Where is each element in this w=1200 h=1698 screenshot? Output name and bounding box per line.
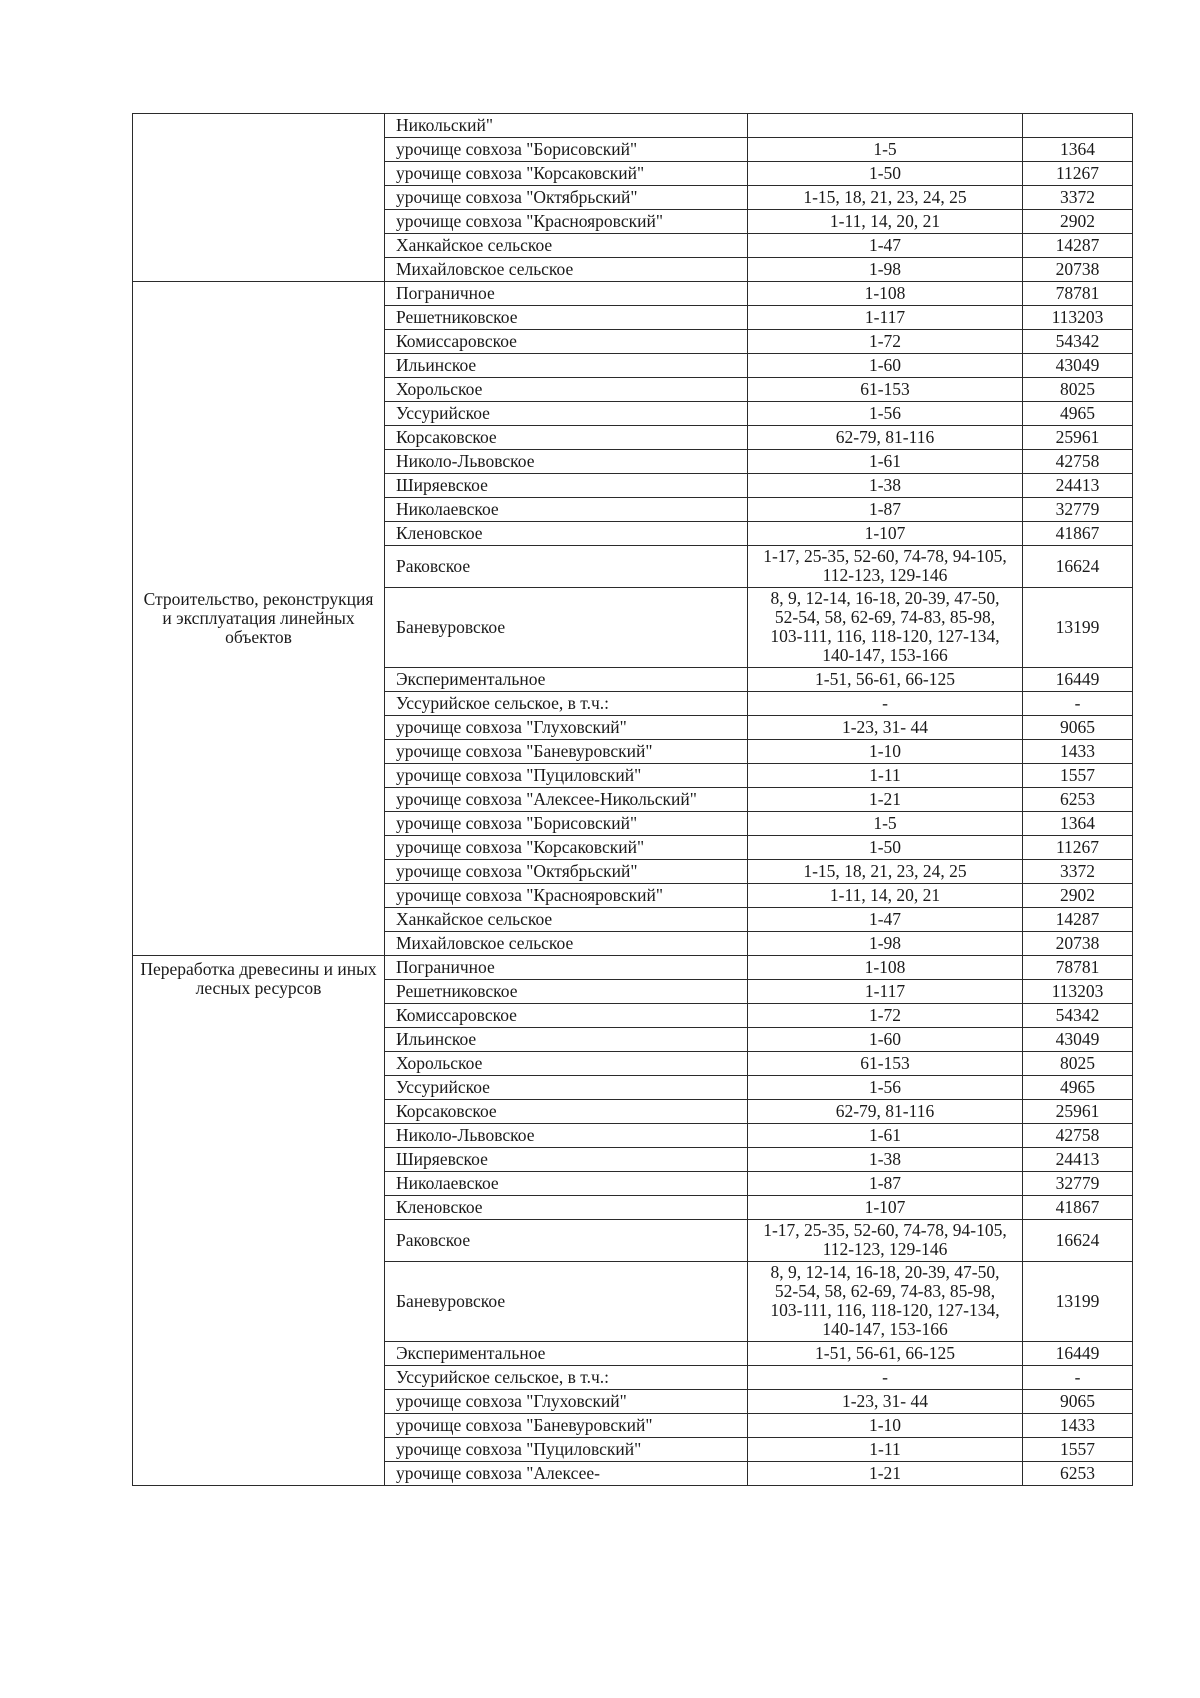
district-name-cell: Кленовское — [385, 522, 748, 546]
area-cell: 43049 — [1023, 354, 1133, 378]
quarter-numbers-cell: 1-60 — [748, 354, 1023, 378]
quarter-numbers-cell: 1-72 — [748, 1004, 1023, 1028]
district-name-cell: Корсаковское — [385, 426, 748, 450]
area-cell: 25961 — [1023, 1100, 1133, 1124]
area-cell: 8025 — [1023, 378, 1133, 402]
table-row — [133, 114, 1133, 138]
district-name-cell: урочище совхоза "Алексее- — [385, 1462, 748, 1486]
area-cell: 1364 — [1023, 812, 1133, 836]
district-name-cell: урочище совхоза "Пуциловский" — [385, 764, 748, 788]
district-name-cell: Николаевское — [385, 498, 748, 522]
quarter-numbers-cell: 1-56 — [748, 1076, 1023, 1100]
district-name-cell: Уссурийское — [385, 402, 748, 426]
quarter-numbers-cell: 1-98 — [748, 932, 1023, 956]
area-cell: 54342 — [1023, 1004, 1133, 1028]
quarter-numbers-cell: 1-50 — [748, 162, 1023, 186]
area-cell: 2902 — [1023, 884, 1133, 908]
quarter-numbers-cell: 61-153 — [748, 378, 1023, 402]
quarter-numbers-cell: 1-17, 25-35, 52-60, 74-78, 94-105, 112-123, 129-146 — [748, 1220, 1023, 1262]
area-cell: 32779 — [1023, 498, 1133, 522]
area-cell: 9065 — [1023, 1390, 1133, 1414]
quarter-numbers-cell: 1-51, 56-61, 66-125 — [748, 1342, 1023, 1366]
district-name-cell: Никольский" — [385, 114, 748, 138]
activity-type-cell — [133, 114, 385, 282]
area-cell: 25961 — [1023, 426, 1133, 450]
quarter-numbers-cell: 1-98 — [748, 258, 1023, 282]
area-cell: 78781 — [1023, 282, 1133, 306]
quarter-numbers-cell: 1-11 — [748, 1438, 1023, 1462]
area-cell: 20738 — [1023, 932, 1133, 956]
district-name-cell: Уссурийское сельское, в т.ч.: — [385, 1366, 748, 1390]
area-cell: 11267 — [1023, 162, 1133, 186]
district-name-cell: Раковское — [385, 1220, 748, 1262]
district-name-cell: Николо-Львовское — [385, 1124, 748, 1148]
area-cell: 6253 — [1023, 1462, 1133, 1486]
district-name-cell: Ширяевское — [385, 1148, 748, 1172]
area-cell: 42758 — [1023, 450, 1133, 474]
quarter-numbers-cell: 1-23, 31- 44 — [748, 1390, 1023, 1414]
quarter-numbers-cell: - — [748, 692, 1023, 716]
area-cell: - — [1023, 692, 1133, 716]
district-name-cell: Кленовское — [385, 1196, 748, 1220]
district-name-cell: урочище совхоза "Корсаковский" — [385, 836, 748, 860]
quarter-numbers-cell: 1-61 — [748, 1124, 1023, 1148]
area-cell: 13199 — [1023, 1262, 1133, 1342]
quarter-numbers-cell: 61-153 — [748, 1052, 1023, 1076]
district-name-cell: урочище совхоза "Баневуровский" — [385, 740, 748, 764]
quarter-numbers-cell — [748, 114, 1023, 138]
area-cell: 41867 — [1023, 522, 1133, 546]
area-cell: 78781 — [1023, 956, 1133, 980]
quarter-numbers-cell: 1-21 — [748, 1462, 1023, 1486]
quarter-numbers-cell: 1-11 — [748, 764, 1023, 788]
area-cell: 14287 — [1023, 908, 1133, 932]
district-name-cell: Михайловское сельское — [385, 258, 748, 282]
area-cell: 14287 — [1023, 234, 1133, 258]
area-cell: 16449 — [1023, 668, 1133, 692]
district-name-cell: урочище совхоза "Корсаковский" — [385, 162, 748, 186]
district-name-cell: урочище совхоза "Борисовский" — [385, 138, 748, 162]
area-cell: 1433 — [1023, 1414, 1133, 1438]
district-name-cell: Ильинское — [385, 354, 748, 378]
area-cell: 32779 — [1023, 1172, 1133, 1196]
district-name-cell: урочище совхоза "Краснояровский" — [385, 884, 748, 908]
district-name-cell: урочище совхоза "Борисовский" — [385, 812, 748, 836]
quarter-numbers-cell: 1-117 — [748, 306, 1023, 330]
activity-type-cell: Строительство, реконструкция и эксплуатация линейных объектов — [133, 282, 385, 956]
district-name-cell: урочище совхоза "Октябрьский" — [385, 186, 748, 210]
table-row — [133, 282, 1133, 306]
area-cell: 11267 — [1023, 836, 1133, 860]
area-cell: 3372 — [1023, 186, 1133, 210]
quarter-numbers-cell: 1-21 — [748, 788, 1023, 812]
district-name-cell: Раковское — [385, 546, 748, 588]
area-cell: 16624 — [1023, 546, 1133, 588]
district-name-cell: урочище совхоза "Октябрьский" — [385, 860, 748, 884]
district-name-cell: Ханкайское сельское — [385, 234, 748, 258]
district-name-cell: урочище совхоза "Глуховский" — [385, 1390, 748, 1414]
district-name-cell: урочище совхоза "Глуховский" — [385, 716, 748, 740]
quarter-numbers-cell: 1-10 — [748, 1414, 1023, 1438]
quarter-numbers-cell: 62-79, 81-116 — [748, 1100, 1023, 1124]
quarter-numbers-cell: 1-108 — [748, 282, 1023, 306]
quarter-numbers-cell: 1-5 — [748, 812, 1023, 836]
district-name-cell: Уссурийское сельское, в т.ч.: — [385, 692, 748, 716]
area-cell: 9065 — [1023, 716, 1133, 740]
area-cell: 2902 — [1023, 210, 1133, 234]
quarter-numbers-cell: 1-38 — [748, 1148, 1023, 1172]
quarter-numbers-cell: 1-108 — [748, 956, 1023, 980]
quarter-numbers-cell: 1-38 — [748, 474, 1023, 498]
district-name-cell: Комиссаровское — [385, 1004, 748, 1028]
quarter-numbers-cell: 1-107 — [748, 1196, 1023, 1220]
district-name-cell: Экспериментальное — [385, 668, 748, 692]
area-cell: 1557 — [1023, 1438, 1133, 1462]
quarter-numbers-cell: 1-117 — [748, 980, 1023, 1004]
area-cell: 43049 — [1023, 1028, 1133, 1052]
area-cell: - — [1023, 1366, 1133, 1390]
table-row — [133, 956, 1133, 980]
forest-district-table — [132, 113, 1133, 1486]
quarter-numbers-cell: - — [748, 1366, 1023, 1390]
area-cell: 1557 — [1023, 764, 1133, 788]
quarter-numbers-cell: 8, 9, 12-14, 16-18, 20-39, 47-50, 52-54, 58, 62-69, 74-83, 85-98, 103-111, 116, 118-120, 127-134, 140-147, 153-166 — [748, 588, 1023, 668]
district-name-cell: Пограничное — [385, 282, 748, 306]
table-body — [133, 114, 1133, 1486]
quarter-numbers-cell: 1-11, 14, 20, 21 — [748, 884, 1023, 908]
quarter-numbers-cell: 1-15, 18, 21, 23, 24, 25 — [748, 860, 1023, 884]
area-cell: 20738 — [1023, 258, 1133, 282]
area-cell: 6253 — [1023, 788, 1133, 812]
quarter-numbers-cell: 1-50 — [748, 836, 1023, 860]
quarter-numbers-cell: 1-87 — [748, 1172, 1023, 1196]
quarter-numbers-cell: 1-17, 25-35, 52-60, 74-78, 94-105, 112-123, 129-146 — [748, 546, 1023, 588]
district-name-cell: Хорольское — [385, 378, 748, 402]
district-name-cell: Пограничное — [385, 956, 748, 980]
quarter-numbers-cell: 1-60 — [748, 1028, 1023, 1052]
district-name-cell: Николаевское — [385, 1172, 748, 1196]
quarter-numbers-cell: 8, 9, 12-14, 16-18, 20-39, 47-50, 52-54, 58, 62-69, 74-83, 85-98, 103-111, 116, 118-120, 127-134, 140-147, 153-166 — [748, 1262, 1023, 1342]
area-cell: 24413 — [1023, 474, 1133, 498]
quarter-numbers-cell: 1-11, 14, 20, 21 — [748, 210, 1023, 234]
district-name-cell: Хорольское — [385, 1052, 748, 1076]
quarter-numbers-cell: 1-107 — [748, 522, 1023, 546]
district-name-cell: Ширяевское — [385, 474, 748, 498]
district-name-cell: Баневуровское — [385, 588, 748, 668]
district-name-cell: урочище совхоза "Алексее-Никольский" — [385, 788, 748, 812]
quarter-numbers-cell: 1-61 — [748, 450, 1023, 474]
district-name-cell: Решетниковское — [385, 306, 748, 330]
quarter-numbers-cell: 1-10 — [748, 740, 1023, 764]
area-cell: 3372 — [1023, 860, 1133, 884]
quarter-numbers-cell: 1-56 — [748, 402, 1023, 426]
quarter-numbers-cell: 1-47 — [748, 234, 1023, 258]
area-cell: 24413 — [1023, 1148, 1133, 1172]
area-cell: 4965 — [1023, 1076, 1133, 1100]
area-cell: 54342 — [1023, 330, 1133, 354]
quarter-numbers-cell: 1-5 — [748, 138, 1023, 162]
district-name-cell: урочище совхоза "Баневуровский" — [385, 1414, 748, 1438]
quarter-numbers-cell: 62-79, 81-116 — [748, 426, 1023, 450]
area-cell: 42758 — [1023, 1124, 1133, 1148]
district-name-cell: Михайловское сельское — [385, 932, 748, 956]
quarter-numbers-cell: 1-72 — [748, 330, 1023, 354]
district-name-cell: Ханкайское сельское — [385, 908, 748, 932]
district-name-cell: урочище совхоза "Краснояровский" — [385, 210, 748, 234]
district-name-cell: Николо-Львовское — [385, 450, 748, 474]
area-cell: 113203 — [1023, 980, 1133, 1004]
area-cell: 4965 — [1023, 402, 1133, 426]
district-name-cell: Баневуровское — [385, 1262, 748, 1342]
area-cell: 1364 — [1023, 138, 1133, 162]
district-name-cell: урочище совхоза "Пуциловский" — [385, 1438, 748, 1462]
district-name-cell: Комиссаровское — [385, 330, 748, 354]
quarter-numbers-cell: 1-51, 56-61, 66-125 — [748, 668, 1023, 692]
district-name-cell: Уссурийское — [385, 1076, 748, 1100]
quarter-numbers-cell: 1-87 — [748, 498, 1023, 522]
district-name-cell: Решетниковское — [385, 980, 748, 1004]
district-name-cell: Корсаковское — [385, 1100, 748, 1124]
area-cell: 16624 — [1023, 1220, 1133, 1262]
area-cell: 16449 — [1023, 1342, 1133, 1366]
quarter-numbers-cell: 1-23, 31- 44 — [748, 716, 1023, 740]
area-cell: 13199 — [1023, 588, 1133, 668]
area-cell: 1433 — [1023, 740, 1133, 764]
area-cell: 113203 — [1023, 306, 1133, 330]
quarter-numbers-cell: 1-47 — [748, 908, 1023, 932]
area-cell: 41867 — [1023, 1196, 1133, 1220]
quarter-numbers-cell: 1-15, 18, 21, 23, 24, 25 — [748, 186, 1023, 210]
district-name-cell: Ильинское — [385, 1028, 748, 1052]
activity-type-cell: Переработка древесины и иных лесных ресурсов — [133, 956, 385, 1486]
area-cell: 8025 — [1023, 1052, 1133, 1076]
area-cell — [1023, 114, 1133, 138]
district-name-cell: Экспериментальное — [385, 1342, 748, 1366]
